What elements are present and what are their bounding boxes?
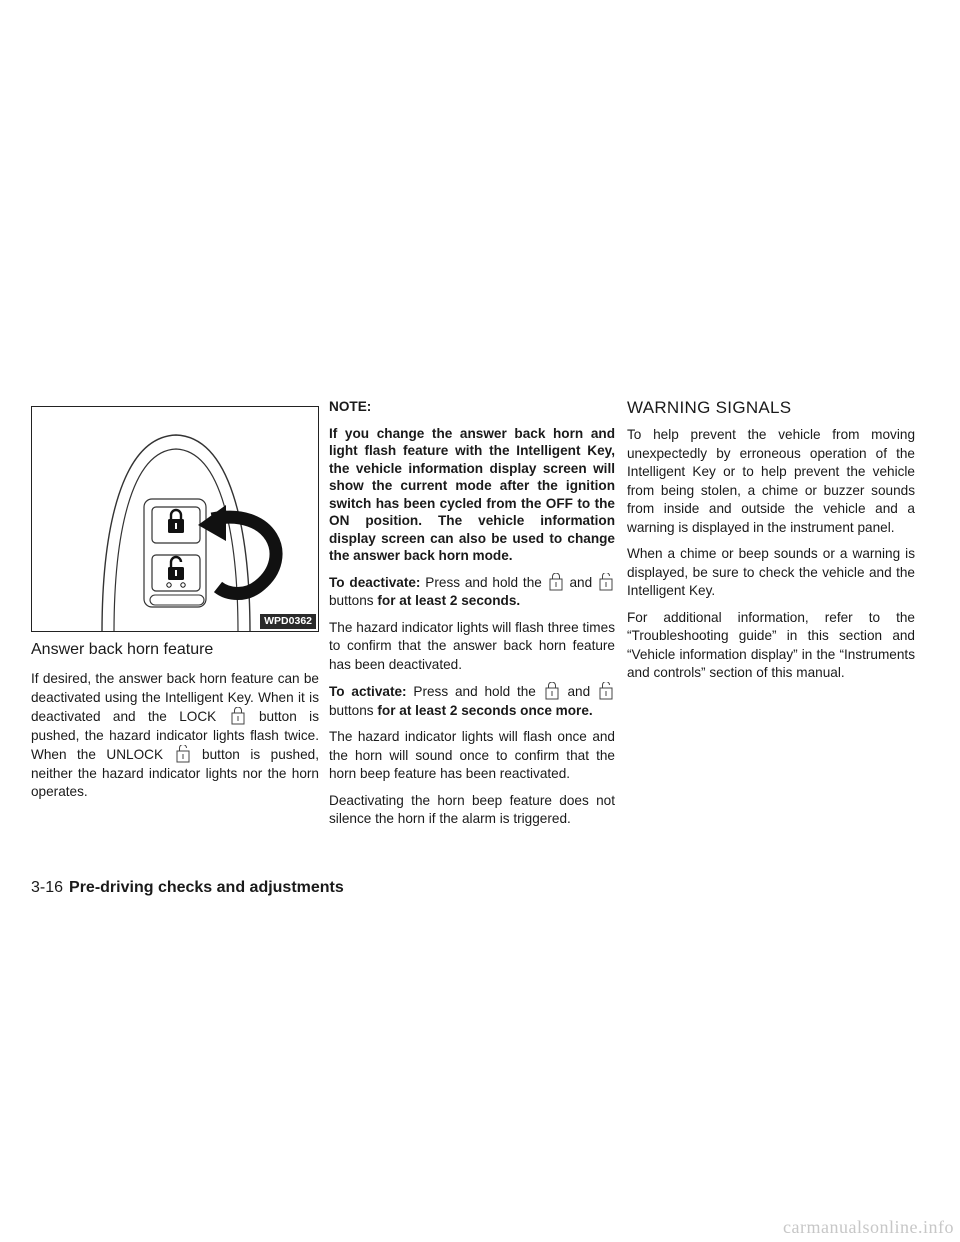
- watermark: carmanualsonline.info: [783, 1217, 954, 1237]
- activate-result: The hazard indicator lights will flash once and the horn will sound once to confirm that the horn beep feature has been reactivated.: [329, 729, 615, 781]
- page-footer: [31, 878, 344, 898]
- unlock-icon: [176, 745, 190, 763]
- note-label: NOTE:: [329, 399, 372, 414]
- unlock-icon: [599, 682, 613, 700]
- column-1: [31, 406, 319, 810]
- paragraph: If desired, the answer back horn feature can be deactivated using the Intelligent Key. When it is deactivated and the LOCK button is pushed, the hazard indicator lights flash twice. When the UNLOCK button is pushed, neither the hazard indicator lights nor the horn operates.: [31, 671, 320, 799]
- column-3: [627, 398, 915, 691]
- activate-instruction: To activate: Press and hold the and buttons for at least 2 seconds once more.: [329, 682, 615, 720]
- alarm-note: Deactivating the horn beep feature does not silence the horn if the alarm is triggered.: [329, 792, 615, 826]
- paragraph: When a chime or beep sounds or a warning is displayed, be sure to check the vehicle and the Intelligent Key.: [627, 546, 915, 598]
- curved-arrow-icon: [198, 505, 276, 594]
- lock-icon: [231, 707, 245, 725]
- key-fob-illustration: [32, 407, 319, 632]
- figure-code: WPD0362: [260, 614, 316, 629]
- intelligent-key-figure: [31, 406, 319, 632]
- lock-icon: [545, 682, 559, 700]
- paragraph: For additional information, refer to the “Troubleshooting guide” in this section and “Vehicle information display” in the “Instruments and controls” section of this manual.: [627, 609, 915, 680]
- deactivate-result: The hazard indicator lights will flash three times to confirm that the answer back horn feature has been deactivated.: [329, 619, 615, 672]
- note-body: If you change the answer back horn and light flash feature with the Intelligent Key, the vehicle information display screen will show the current mode after the ignition switch has been cycled from the OFF to the ON position. The vehicle information display screen can also be used to change the answer back horn mode.: [329, 425, 615, 563]
- deactivate-instruction: To deactivate: Press and hold the and buttons for at least 2 seconds.: [329, 573, 615, 611]
- section-heading: Answer back horn feature: [31, 641, 214, 658]
- lock-icon: [549, 573, 563, 591]
- page-number: 3-16: [31, 879, 64, 896]
- column-2: [329, 398, 615, 837]
- paragraph: To help prevent the vehicle from moving unexpectedly by erroneous operation of the Intelligent Key or to help prevent the vehicle from being stolen, a chime or buzzer sounds from inside and outside the vehicle and a warning is displayed in the instrument panel.: [627, 427, 915, 535]
- warning-signals-heading: WARNING SIGNALS: [627, 398, 792, 417]
- unlock-icon: [599, 573, 613, 591]
- section-title: Pre-driving checks and adjustments: [69, 879, 344, 896]
